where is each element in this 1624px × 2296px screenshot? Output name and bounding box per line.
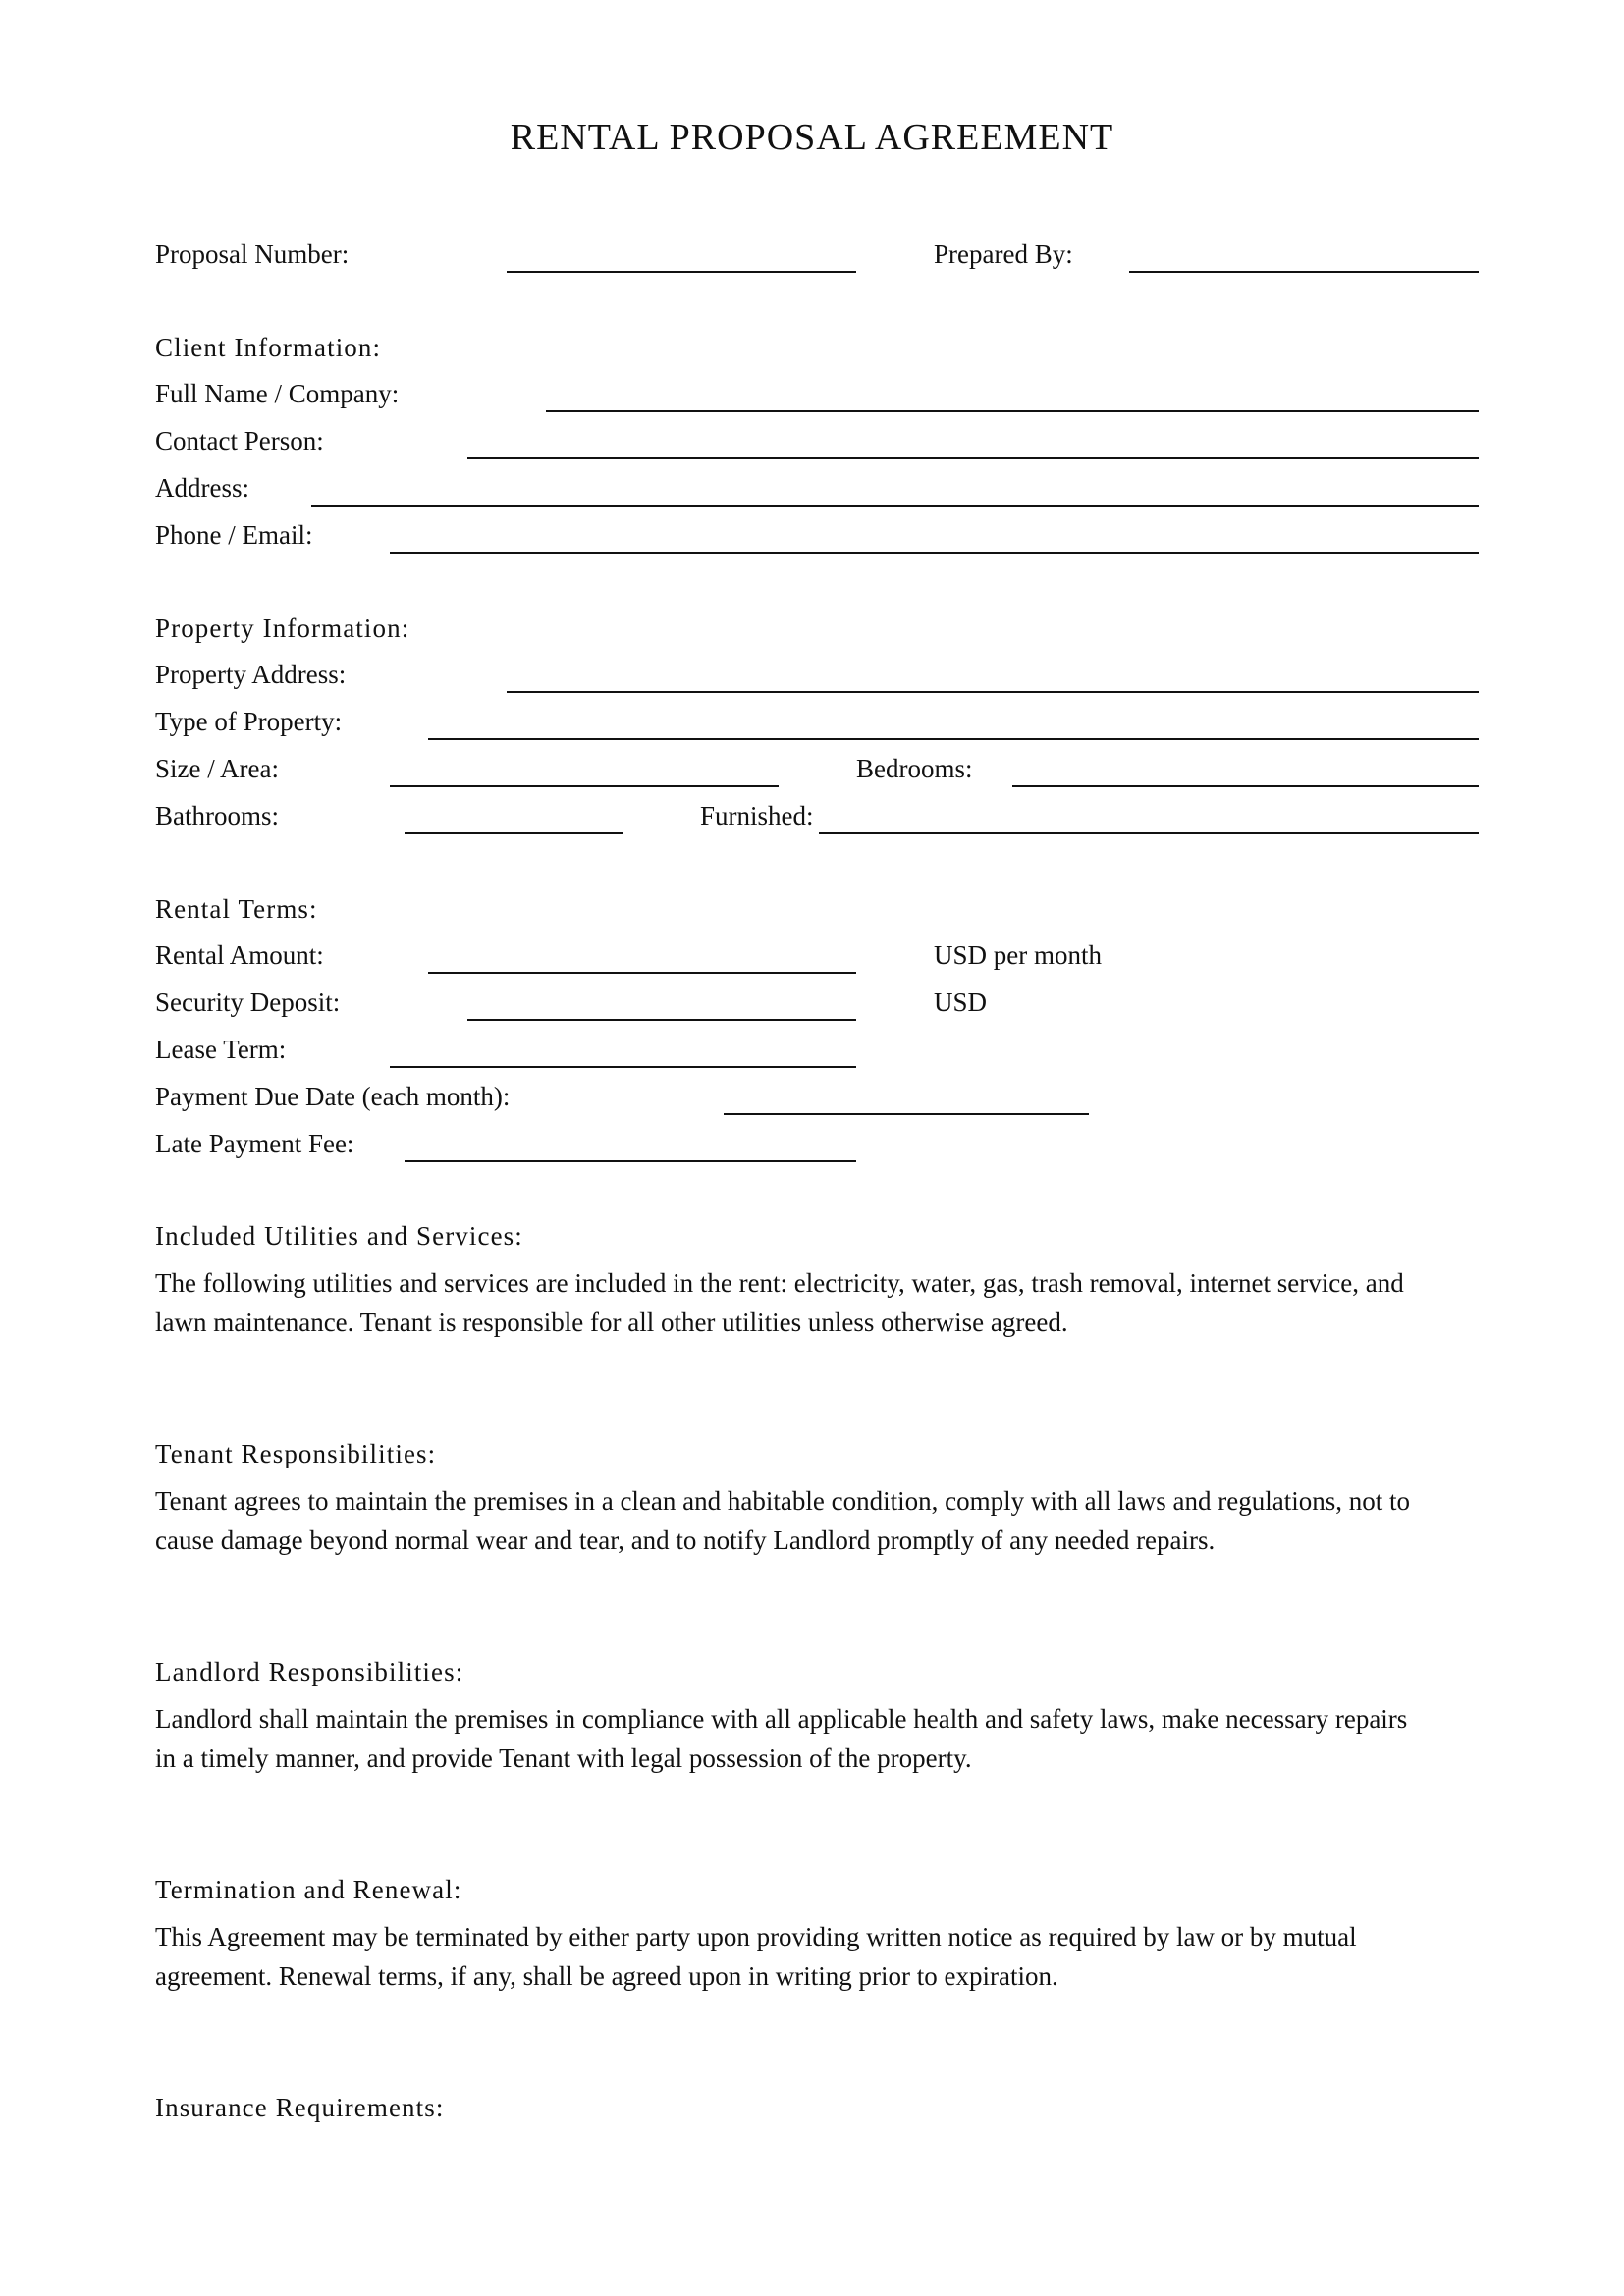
document-title: RENTAL PROPOSAL AGREEMENT xyxy=(510,117,1114,158)
termination-renewal-paragraph xyxy=(155,1917,1490,1996)
tenant-line-1: Tenant agrees to maintain the premises in a clean and habitable condition, comply with all laws and regulations, not to xyxy=(155,1486,1411,1516)
proposal-number-label: Proposal Number: xyxy=(155,240,350,269)
address-field[interactable] xyxy=(311,505,1479,507)
security-deposit-label: Security Deposit: xyxy=(155,988,341,1017)
prepared-by-label: Prepared By: xyxy=(934,240,1073,269)
bathrooms-label: Bathrooms: xyxy=(155,801,279,830)
utilities-heading: Included Utilities and Services: xyxy=(155,1221,523,1251)
lease-term-field[interactable] xyxy=(390,1066,856,1068)
landlord-line-1: Landlord shall maintain the premises in compliance with all applicable health and safety laws, make necessary repairs xyxy=(155,1704,1408,1734)
insurance-requirements-heading: Insurance Requirements: xyxy=(155,2093,445,2122)
contact-person-field[interactable] xyxy=(467,457,1479,459)
full-name-field[interactable] xyxy=(546,410,1479,412)
utilities-line-2: lawn maintenance. Tenant is responsible for all other utilities unless otherwise agreed. xyxy=(155,1308,1068,1337)
termination-line-2: agreement. Renewal terms, if any, shall be agreed upon in writing prior to expiration. xyxy=(155,1961,1058,1991)
bathrooms-field[interactable] xyxy=(405,832,623,834)
property-address-field[interactable] xyxy=(507,691,1479,693)
termination-line-1: This Agreement may be terminated by either party upon providing written notice as required by law or by mutual xyxy=(155,1922,1357,1951)
utilities-line-1: The following utilities and services are included in the rent: electricity, water, gas, trash removal, internet service, and xyxy=(155,1268,1404,1298)
payment-due-date-label: Payment Due Date (each month): xyxy=(155,1082,511,1111)
termination-renewal-heading: Termination and Renewal: xyxy=(155,1875,462,1904)
address-label: Address: xyxy=(155,473,249,503)
phone-email-label: Phone / Email: xyxy=(155,520,313,550)
late-payment-fee-label: Late Payment Fee: xyxy=(155,1129,354,1158)
landlord-responsibilities-heading: Landlord Responsibilities: xyxy=(155,1657,464,1686)
property-type-label: Type of Property: xyxy=(155,707,343,736)
security-deposit-field[interactable] xyxy=(467,1019,856,1021)
lease-term-label: Lease Term: xyxy=(155,1035,287,1064)
security-deposit-unit: USD xyxy=(934,988,988,1017)
rental-amount-label: Rental Amount: xyxy=(155,940,324,970)
phone-email-field[interactable] xyxy=(390,552,1479,554)
late-payment-fee-field[interactable] xyxy=(405,1160,856,1162)
tenant-responsibilities-paragraph xyxy=(155,1481,1490,1560)
furnished-field[interactable] xyxy=(819,832,1479,834)
tenant-line-2: cause damage beyond normal wear and tear, and to notify Landlord promptly of any needed repairs. xyxy=(155,1525,1216,1555)
proposal-number-field[interactable] xyxy=(507,271,856,273)
payment-due-date-field[interactable] xyxy=(724,1113,1089,1115)
landlord-line-2: in a timely manner, and provide Tenant with legal possession of the property. xyxy=(155,1743,972,1773)
size-area-field[interactable] xyxy=(390,785,779,787)
client-information-heading: Client Information: xyxy=(155,333,382,362)
contact-person-label: Contact Person: xyxy=(155,426,324,455)
property-address-label: Property Address: xyxy=(155,660,347,689)
rental-amount-unit: USD per month xyxy=(934,940,1102,970)
rental-terms-heading: Rental Terms: xyxy=(155,894,318,924)
property-information-heading: Property Information: xyxy=(155,614,410,643)
tenant-responsibilities-heading: Tenant Responsibilities: xyxy=(155,1439,437,1468)
bedrooms-label: Bedrooms: xyxy=(856,754,973,783)
full-name-label: Full Name / Company: xyxy=(155,379,400,408)
landlord-responsibilities-paragraph xyxy=(155,1699,1490,1778)
prepared-by-field[interactable] xyxy=(1129,271,1479,273)
property-type-field[interactable] xyxy=(428,738,1479,740)
utilities-paragraph xyxy=(155,1263,1490,1342)
bedrooms-field[interactable] xyxy=(1012,785,1479,787)
rental-amount-field[interactable] xyxy=(428,972,856,974)
furnished-label: Furnished: xyxy=(700,801,814,830)
size-area-label: Size / Area: xyxy=(155,754,279,783)
